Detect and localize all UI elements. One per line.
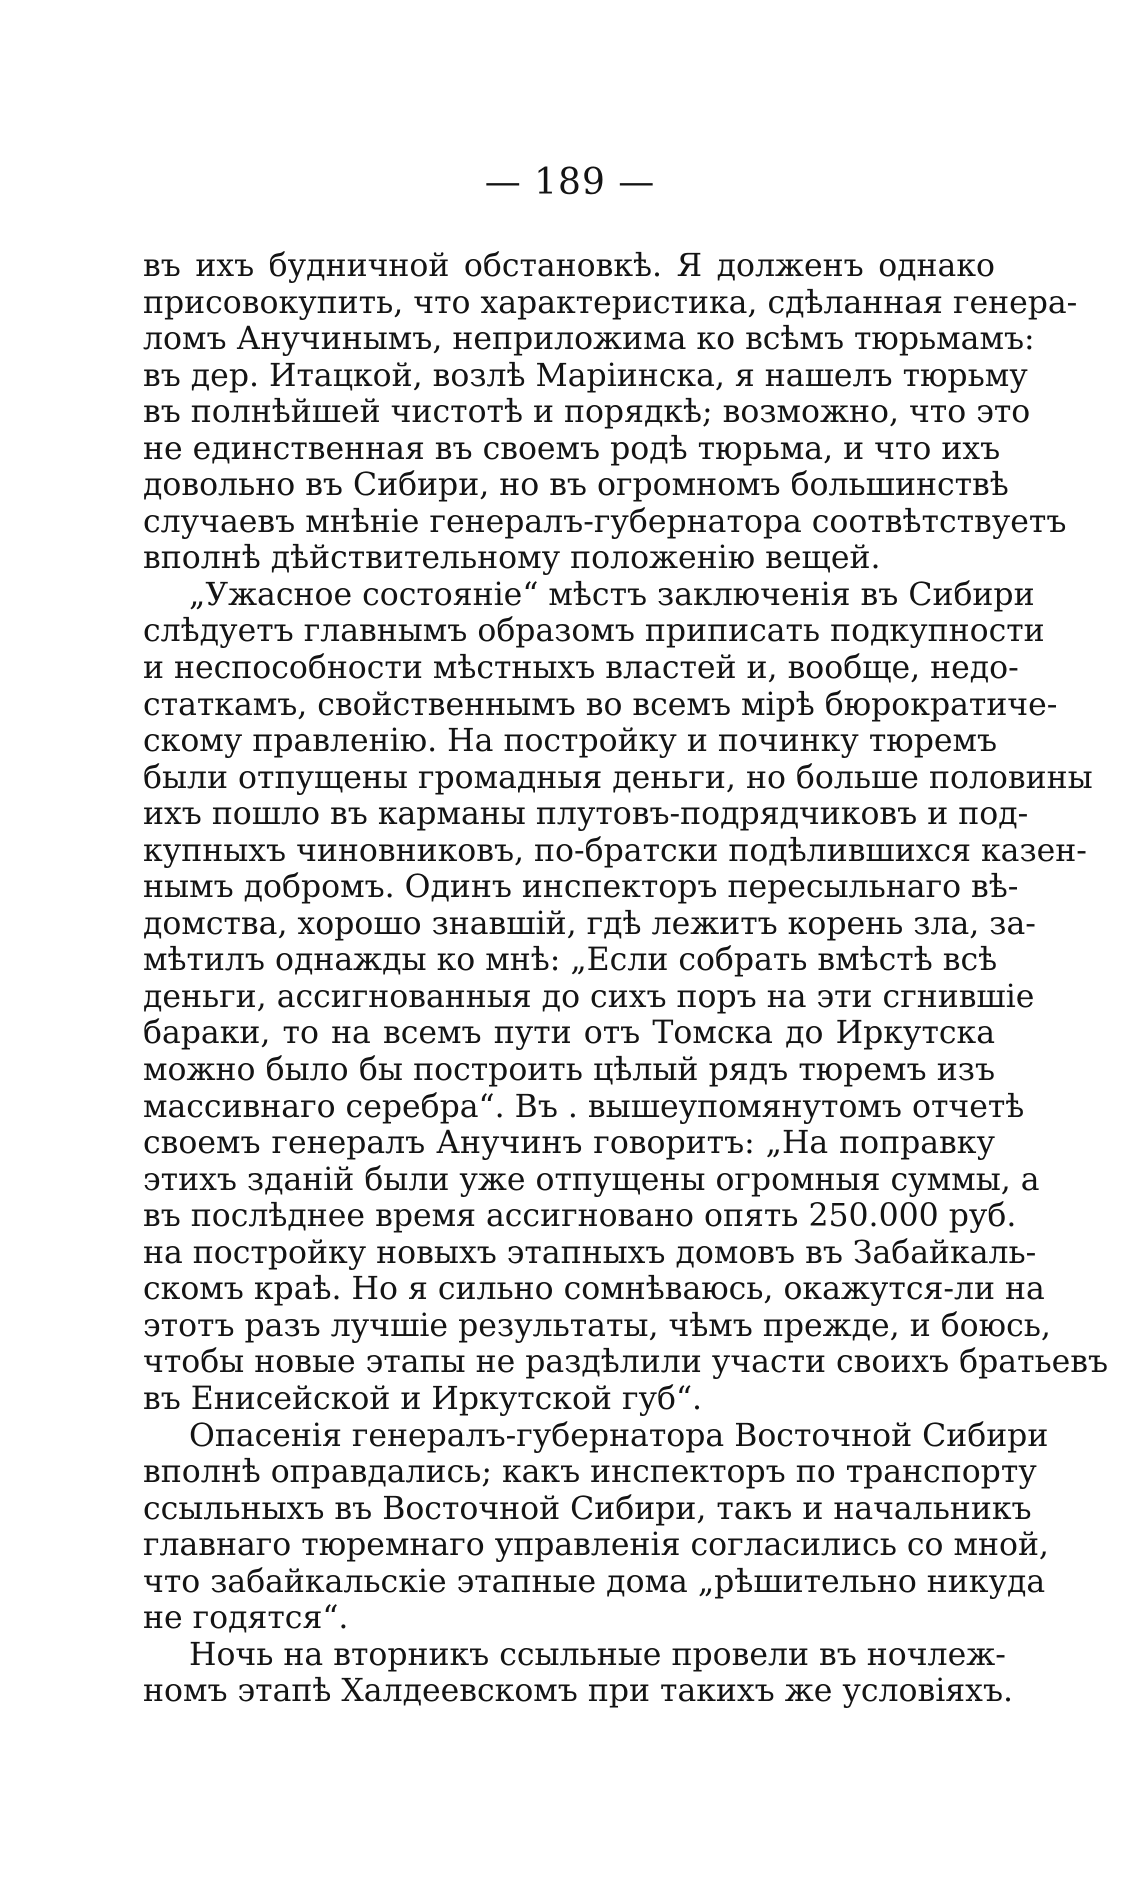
text-line: въ ихъ будничной обстановкѣ. Я долженъ однако [143, 248, 995, 284]
text-line: на постройку новыхъ этапныхъ домовъ въ Забайкаль- [143, 1234, 1037, 1271]
paragraph-1 [143, 248, 1078, 577]
text-line: своемъ генералъ Анучинъ говоритъ: „На поправку [143, 1125, 995, 1162]
text-line: массивнаго серебра“. Въ . вышеупомянутомъ отчетѣ [143, 1088, 1025, 1125]
body-text [143, 248, 1109, 1710]
text-line: слѣдуетъ главнымъ образомъ приписать подкупности [143, 613, 1045, 650]
text-line: вполнѣ дѣйствительному положенію вещей. [143, 540, 881, 577]
text-line: ихъ пошло въ карманы плутовъ-подрядчиковъ и под- [143, 796, 1029, 833]
text-line: и неспособности мѣстныхъ властей и, вообще, недо- [143, 650, 1019, 687]
text-line: номъ этапѣ Халдеевскомъ при такихъ же условіяхъ. [143, 1673, 1014, 1710]
text-line: присовокупить, что характеристика, сдѣланная генера- [143, 284, 1078, 321]
text-line: нымъ добромъ. Одинъ инспекторъ пересыльнаго вѣ- [143, 869, 1019, 906]
text-line: не единственная въ своемъ родѣ тюрьма, и что ихъ [143, 430, 1001, 467]
text-line: ссыльныхъ въ Восточной Сибири, такъ и начальникъ [143, 1490, 1032, 1527]
text-line: скомъ краѣ. Но я сильно сомнѣваюсь, окажутся-ли на [143, 1271, 1045, 1308]
text-line: были отпущены громадныя деньги, но больше половины [143, 759, 1093, 796]
text-line: бараки, то на всемъ пути отъ Томска до Иркутска [143, 1015, 995, 1052]
text-line: въ полнѣйшей чистотѣ и порядкѣ; возможно, что это [143, 394, 1031, 431]
text-line: Опасенія генералъ-губернатора Восточной Сибири [189, 1417, 1049, 1454]
text-line: скому правленію. На постройку и починку тюремъ [143, 723, 998, 760]
text-line: въ дер. Итацкой, возлѣ Маріинска, я нашелъ тюрьму [143, 357, 1028, 394]
text-line: мѣтилъ однажды ко мнѣ: „Если собрать вмѣстѣ всѣ [143, 942, 998, 979]
text-line: „Ужасное состояніе“ мѣстъ заключенія въ Сибири [189, 576, 1035, 613]
text-line: ломъ Анучинымъ, неприложима ко всѣмъ тюрьмамъ: [143, 321, 1035, 358]
text-line: этихъ зданій были уже отпущены огромныя суммы, а [143, 1161, 1040, 1198]
paragraph-2 [143, 576, 1109, 1418]
text-line: въ Енисейской и Иркутской губ“. [143, 1380, 703, 1417]
text-line: статкамъ, свойственнымъ во всемъ мірѣ бюрократиче- [143, 686, 1058, 723]
page-number: — 189 — [484, 162, 656, 203]
text-line: не годятся“. [143, 1600, 349, 1637]
text-line: домства, хорошо знавшій, гдѣ лежитъ корень зла, за- [143, 905, 1036, 942]
text-line: купныхъ чиновниковъ, по-братски подѣлившихся казен- [143, 832, 1087, 869]
text-line: этотъ разъ лучшіе результаты, чѣмъ прежде, и боюсь, [143, 1307, 1051, 1344]
paragraph-3 [143, 1417, 1049, 1637]
text-line: деньги, ассигнованныя до сихъ поръ на эти сгнившіе [143, 978, 1035, 1015]
text-line: главнаго тюремнаго управленія согласились со мной, [143, 1527, 1049, 1564]
text-line: чтобы новые этапы не раздѣлили участи своихъ братьевъ [143, 1344, 1109, 1381]
text-line: довольно въ Сибири, но въ огромномъ большинствѣ [143, 467, 1009, 504]
text-line: можно было бы построить цѣлый рядъ тюремъ изъ [143, 1052, 995, 1089]
text-line: Ночь на вторникъ ссыльные провели въ ночлеж- [189, 1636, 1006, 1673]
text-line: вполнѣ оправдались; какъ инспекторъ по транспорту [143, 1454, 1037, 1491]
text-line: случаевъ мнѣніе генералъ-губернатора соотвѣтствуетъ [143, 503, 1067, 540]
text-line: что забайкальскіе этапные дома „рѣшительно никуда [143, 1563, 1046, 1600]
paragraph-4 [143, 1636, 1014, 1710]
text-line: въ послѣднее время ассигновано опять 250.000 руб. [143, 1198, 1017, 1235]
